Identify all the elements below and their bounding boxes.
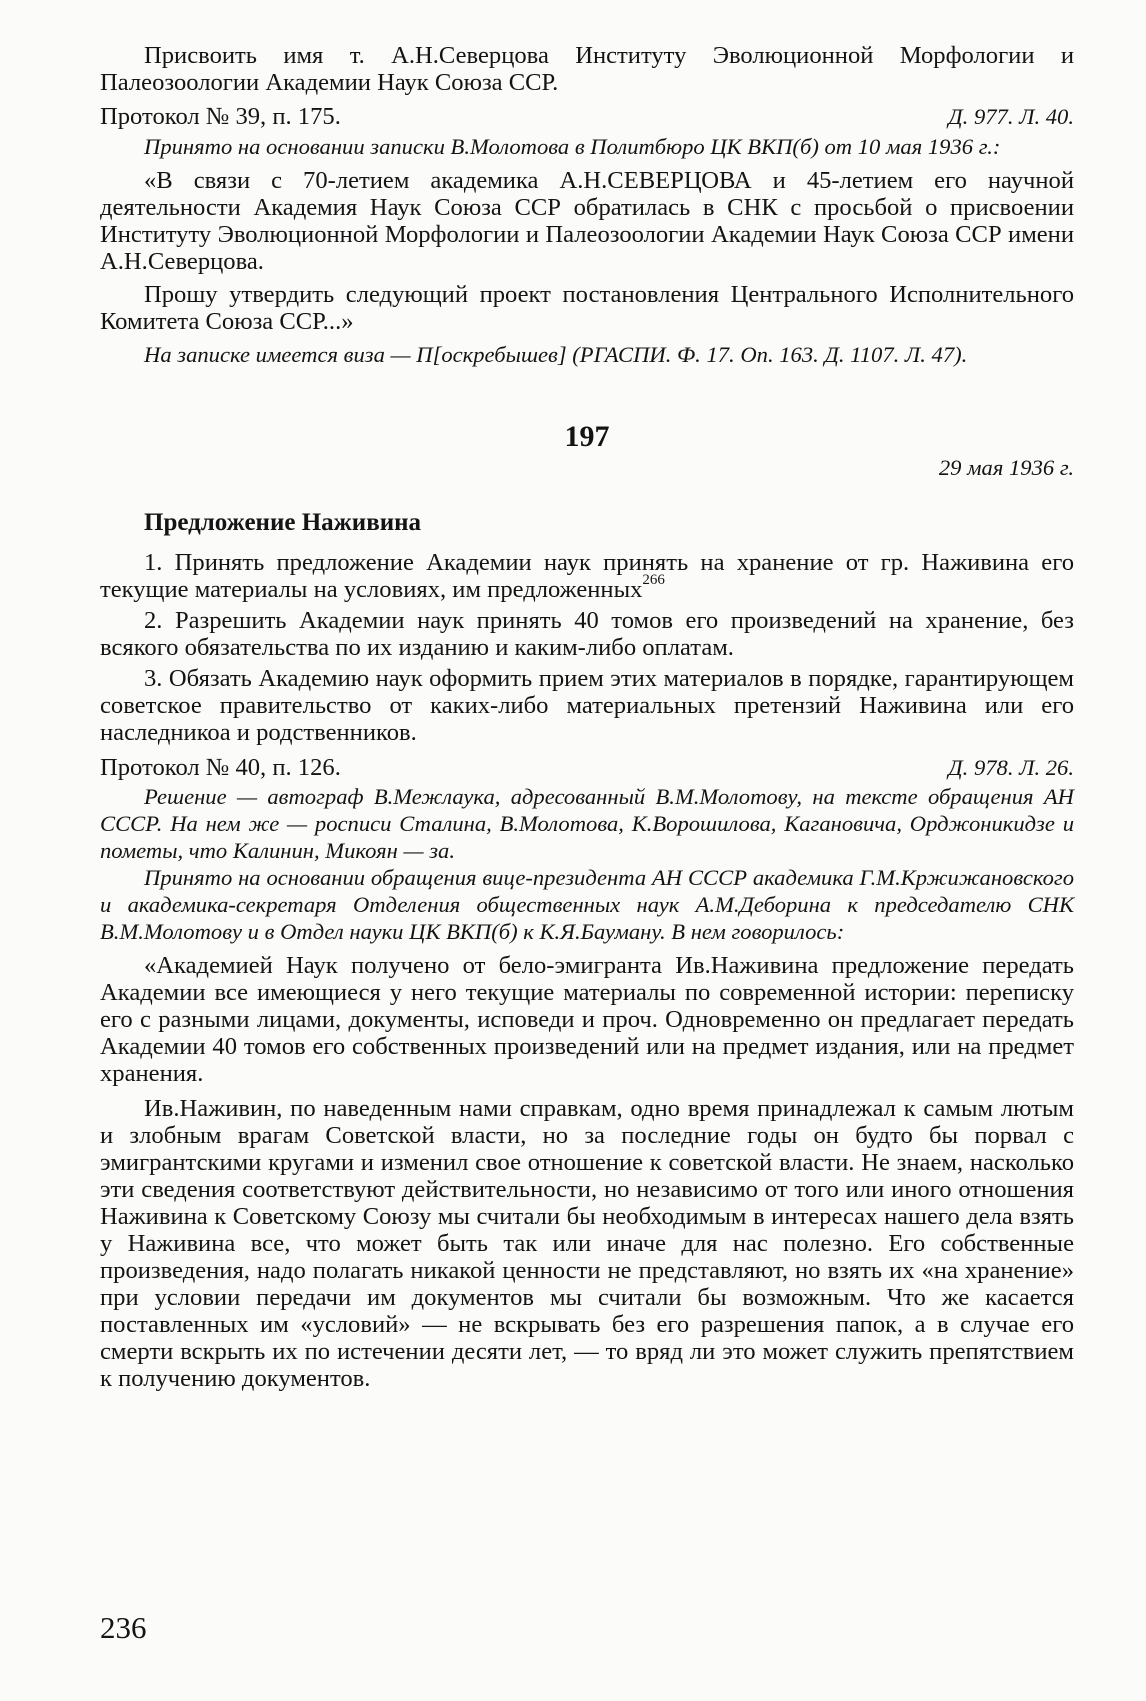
protocol-reference: Протокол № 39, п. 175. (100, 103, 341, 130)
visa-note: На записке имеется виза — П[оскребышев] (РГАСПИ. Ф. 17. Оп. 163. Д. 1107. Л. 47). (144, 342, 968, 367)
document-date: 29 мая 1936 г. (938, 455, 1074, 480)
quote-paragraph: Прошу утвердить следующий проект постановления Центрального Исполнительного Комитета Союза ССР...» (100, 281, 1074, 335)
quote-paragraph: Ив.Наживин, по наведенным нами справкам, одно время принадлежал к самым лютым и злобным врагам Советской власти, но за последние годы он будто бы порвал с эмигрантскими кругами и изменил свое отношение к советской власти. Не знаем, насколько эти сведения соответствуют действительности, но независимо от того или иного отношения Наживина к Советскому Союзу мы считали бы необходимым в интересах нашего дела взять у Наживина все, что может быть так или иначе для нас полезно. Его собственные произведения, надо полагать никакой ценности не представляют, но взять их «на хранение» при условии передачи им документов мы считали бы возможным. Что же касается поставленных им «условий» — не вскрывать без его разрешения папок, а в случае его смерти вскрыть их по истечении десяти лет, — то вряд ли это может служить препятствием к получению документов. (100, 1095, 1074, 1392)
quote-paragraph: «В связи с 70-летием академика А.Н.СЕВЕРЦОВА и 45-летием его научной деятельности Академия Наук Союза ССР обратилась в СНК с просьбой о присвоении Институту Эволюционной Морфологии и Палеозоологии Академии Наук Союза ССР имени А.Н.Северцова. (100, 167, 1074, 275)
page-content (100, 42, 1074, 1392)
resolution-item-1 (100, 549, 1074, 603)
archive-reference: Д. 978. Л. 26. (948, 755, 1074, 780)
page-number: 236 (100, 1610, 147, 1645)
resolution-item-1-text: 1. Принять предложение Академии наук принять на хранение от гр. Наживина его текущие материалы на условиях, им предложенных (100, 549, 1074, 603)
basis-note: Принято на основании обращения вице-президента АН СССР академика Г.М.Кржижановского и академика-секретаря Отделения общественных наук А.М.Деборина к председателю СНК В.М.Молотову и в Отдел науки ЦК ВКП(б) к К.Я.Бауману. В нем говорилось: (100, 865, 1074, 944)
quote-paragraph: «Академией Наук получено от бело-эмигранта Ив.Наживина предложение передать Академии все имеющиеся у него текущие материалы по современной истории: переписку его с разными лицами, документы, исповеди и проч. Одновременно он предлагает передать Академии 40 томов его собственных произведений или на предмет издания, или на предмет хранения. (100, 952, 1074, 1087)
protocol-reference: Протокол № 40, п. 126. (100, 754, 341, 781)
resolution-item-2: 2. Разрешить Академии наук принять 40 томов его произведений на хранение, без всякого обязательства по их изданию и каким-либо оплатам. (100, 607, 1074, 661)
protocol-row-39 (100, 103, 1074, 130)
decision-note: Решение — автограф В.Межлаука, адресованный В.М.Молотову, на тексте обращения АН СССР. На нем же — росписи Сталина, В.Молотова, К.Ворошилова, Кагановича, Орджоникидзе и пометы, что Калинин, Микоян — за. (100, 784, 1074, 863)
archive-reference: Д. 977. Л. 40. (948, 104, 1074, 129)
resolution-text: Присвоить имя т. А.Н.Северцова Институту Эволюционной Морфологии и Палеозоологии Академии Наук Союза ССР. (100, 42, 1074, 96)
footnote-marker: 266 (642, 571, 665, 588)
document-number: 197 (564, 420, 610, 453)
resolution-item-3: 3. Обязать Академию наук оформить прием этих материалов в порядке, гарантирующем советское правительство от каких-либо материальных претензий Наживина или его наследникоа и родственников. (100, 665, 1074, 746)
source-note: Принято на основании записки В.Молотова в Политбюро ЦК ВКП(б) от 10 мая 1936 г.: (144, 134, 1001, 159)
document-title: Предложение Наживина (144, 509, 422, 536)
protocol-row-40 (100, 754, 1074, 781)
